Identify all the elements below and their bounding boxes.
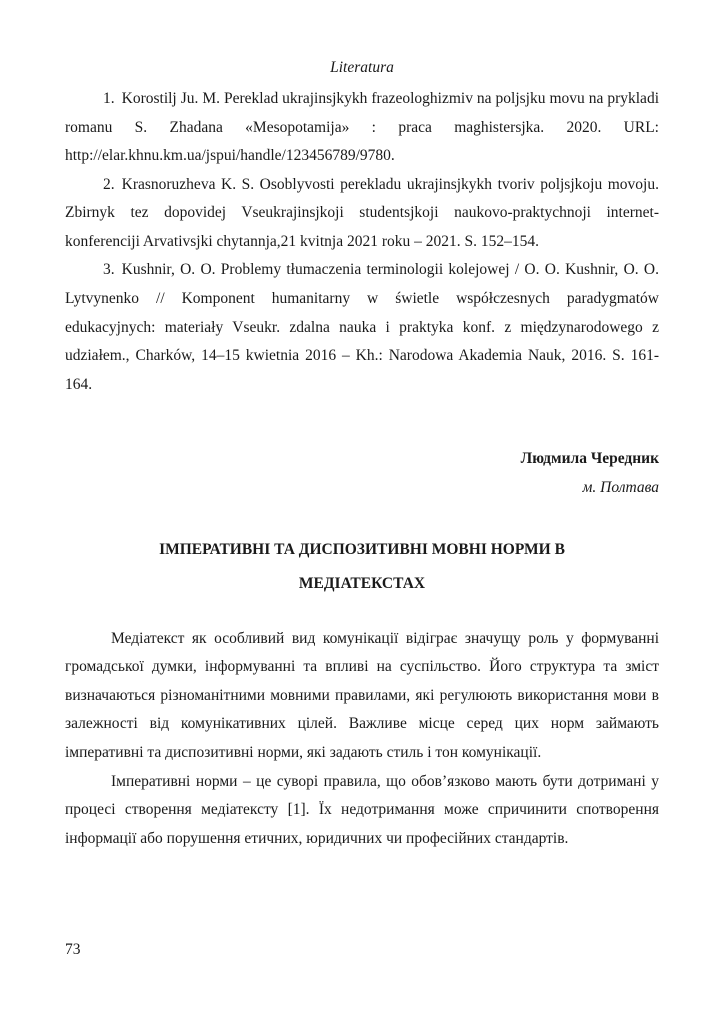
references-heading: Literatura (330, 59, 394, 76)
reference-number: 2. (103, 175, 115, 193)
author-byline (65, 445, 659, 502)
reference-number: 3. (103, 261, 115, 279)
page-content (65, 58, 659, 853)
body-paragraph: Імперативні норми – це суворі правила, що обов’язково мають бути дотримані у процесі створення медіатексту [1]. Їх недотримання може спричинити спотворення інформації або порушення етичних, юридичних чи професійних стандартів. (65, 772, 659, 847)
author-city: м. Полтава (582, 479, 659, 497)
author-name: Людмила Чередник (520, 450, 659, 468)
page-number: 73 (65, 941, 81, 958)
reference-entry (65, 171, 659, 257)
body-paragraph: Медіатекст як особливий вид комунікації відіграє значущу роль у формуванні громадської думки, інформуванні та впливі на суспільство. Його структура та зміст визначаються різноманітними мовними правилами, які регулюють використання мови в залежності від комунікативних цілей. Важливе місце серед цих норм займають імперативні та диспозитивні норми, які задають стиль і тон комунікації. (65, 629, 659, 762)
reference-number: 1. (103, 89, 115, 107)
reference-text: Krasnoruzheva K. S. Osoblyvosti perekladu ukrajinsjkykh tvoriv poljsjkoju movoju. Zbirnyk tez dopovidej Vseukrajinsjkoji studentsjkoji naukovo-praktychnoji internet-konferenciji Arvativsjki chytannja,21 kvitnja 2021 roku – 2021. S. 152–154. (65, 175, 659, 250)
reference-entry (65, 85, 659, 171)
reference-text: Korostilj Ju. M. Pereklad ukrajinsjkykh frazeologhizmiv na poljsjku movu na prykladi romanu S. Zhadana «Mesopotamija» : praca maghistersjka. 2020. URL: http://elar.khnu.km.ua/jspui/handle/123456789/9780. (65, 89, 659, 165)
reference-entry (65, 256, 659, 399)
reference-text: Kushnir, O. O. Problemy tłumaczenia terminologii kolejowej / O. O. Kushnir, O. O. Lytvynenko // Komponent humanitarny w świetle współczesnych paradygmatów edukacyjnych: materiały Vseukr. zdalna nauka i praktyka konf. z międzynarodowego z udziałem., Charków, 14–15 kwietnia 2016 – Kh.: Narodowa Akademia Nauk, 2016. S. 161-164. (65, 261, 659, 393)
references-list (65, 85, 659, 400)
article-title: ІМПЕРАТИВНІ ТА ДИСПОЗИТИВНІ МОВНІ НОРМИ В МЕДІАТЕКСТАХ (159, 540, 565, 592)
